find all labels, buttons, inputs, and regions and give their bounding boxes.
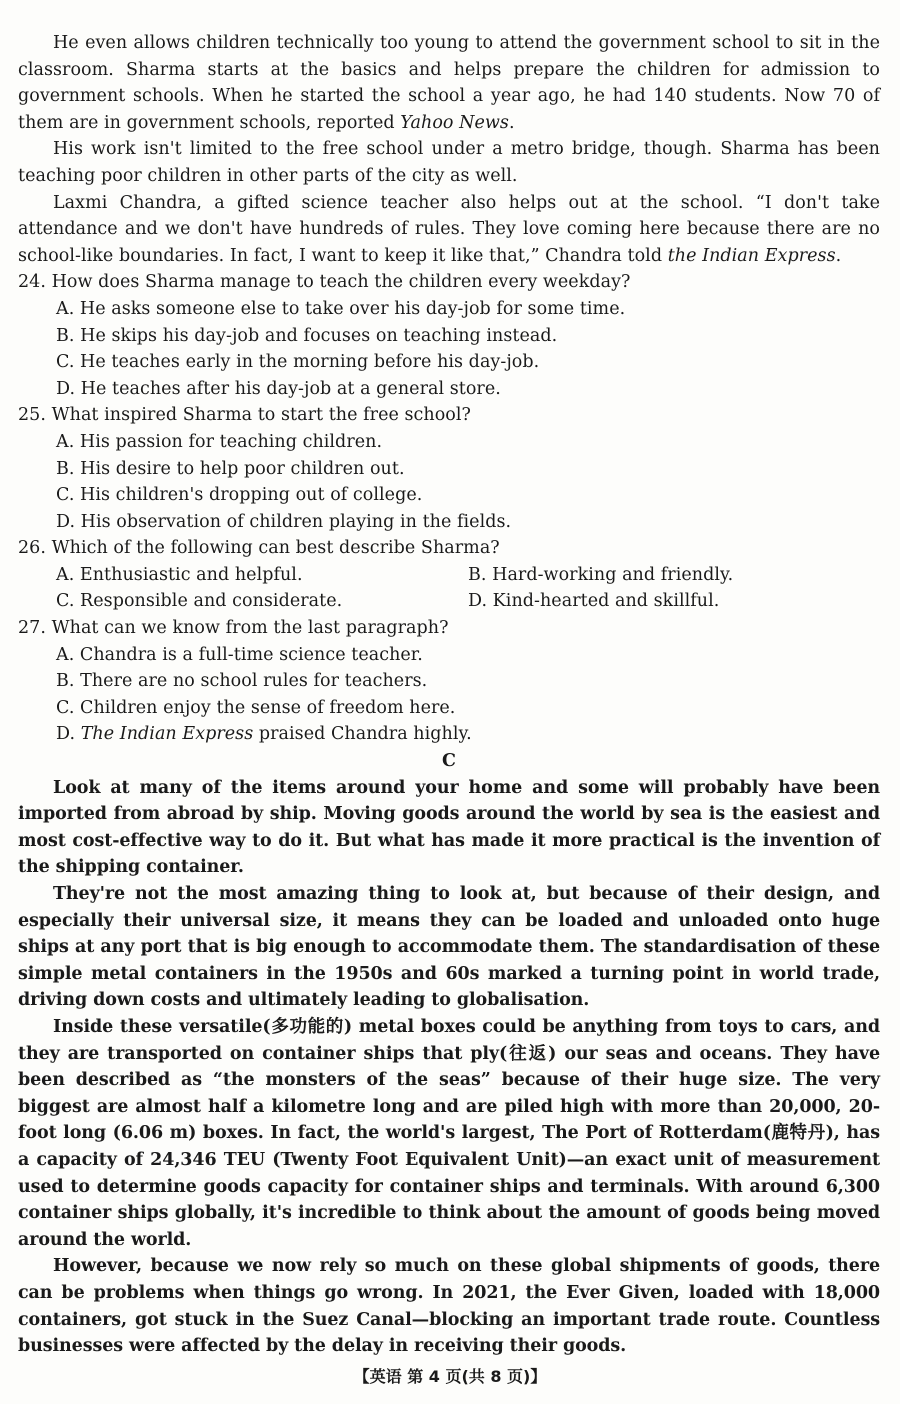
question-24-option-d: D. He teaches after his day-job at a general store.	[56, 378, 501, 399]
question-26-option-d: D. Kind-hearted and skillful.	[468, 591, 720, 612]
question-26-option-c: C. Responsible and considerate.	[56, 591, 343, 612]
source-yahoo-news: Yahoo News	[400, 112, 509, 133]
passage-paragraph: Laxmi Chandra, a gifted science teacher also helps out at the school. “I don't take attendance and we don't have hundreds of rules. They love coming here because there are no school-like boundaries. In fact, I want to keep it like that,” Chandra told the Indian Express.	[18, 192, 880, 266]
section-c-label: C	[442, 751, 456, 772]
question-24-option-b: B. He skips his day-job and focuses on teaching instead.	[56, 325, 558, 346]
question-26-stem: 26. Which of the following can best describe Sharma?	[18, 538, 500, 559]
passage-paragraph: He even allows children technically too young to attend the government school to sit in the classroom. Sharma starts at the basics and helps prepare the children for admission to government schools. When he started the school a year ago, he had 140 students. Now 70 of them are in government schools, reported Yahoo News.	[18, 33, 880, 133]
question-26-options-row-1	[18, 562, 880, 589]
question-26-option-b: B. Hard-working and friendly.	[468, 564, 734, 585]
section-c-paragraph: However, because we now rely so much on these global shipments of goods, there can be problems when things go wrong. In 2021, the Ever Given, loaded with 18,000 containers, got stuck in the Suez Canal—blocking an important trade route. Countless businesses were affected by the delay in receiving their goods.	[18, 1256, 880, 1357]
question-25-option-b: B. His desire to help poor children out.	[56, 458, 405, 479]
question-26-option-a: A. Enthusiastic and helpful.	[56, 564, 303, 585]
passage-paragraph: His work isn't limited to the free school under a metro bridge, though. Sharma has been teaching poor children in other parts of the city as well.	[18, 139, 880, 186]
question-25-option-c: C. His children's dropping out of college.	[56, 485, 423, 506]
source-indian-express: the Indian Express	[667, 245, 836, 266]
question-25-stem: 25. What inspired Sharma to start the free school?	[18, 405, 471, 426]
page-footer: 【英语 第 4 页(共 8 页)】	[353, 1367, 547, 1386]
question-25-option-a: A. His passion for teaching children.	[56, 431, 383, 452]
question-25-option-d: D. His observation of children playing in the fields.	[56, 511, 512, 532]
question-24-option-c: C. He teaches early in the morning before his day-job.	[56, 352, 540, 373]
question-26-options-row-2	[18, 588, 880, 615]
section-c-passage	[18, 775, 880, 1360]
question-24-option-a: A. He asks someone else to take over his day-job for some time.	[56, 298, 626, 319]
section-c-paragraph: They're not the most amazing thing to look at, but because of their design, and especially their universal size, it means they can be loaded and unloaded onto huge ships at any port that is big enough to accommodate them. The standardisation of these simple metal containers in the 1950s and 60s marked a turning point in world trade, driving down costs and ultimately leading to globalisation.	[18, 884, 880, 1011]
question-27-stem: 27. What can we know from the last paragraph?	[18, 618, 449, 639]
question-27-option-d: D. The Indian Express praised Chandra highly.	[56, 724, 472, 745]
question-27-option-c: C. Children enjoy the sense of freedom here.	[56, 697, 456, 718]
page-content	[18, 30, 880, 1360]
section-c-paragraph: Inside these versatile(多功能的) metal boxes could be anything from toys to cars, and they are transported on container ships that ply(往返) our seas and oceans. They have been described as “the monsters of the seas” because of their huge size. The very biggest are almost half a kilometre long and are piled high with more than 20,000, 20-foot long (6.06 m) boxes. In fact, the world's largest, The Port of Rotterdam(鹿特丹), has a capacity of 24,346 TEU (Twenty Foot Equivalent Unit)—an exact unit of measurement used to determine goods capacity for container ships and terminals. With around 6,300 container ships globally, it's incredible to think about the amount of goods being moved around the world.	[18, 1016, 880, 1250]
question-27-option-a: A. Chandra is a full-time science teacher.	[56, 644, 423, 665]
section-c-paragraph: Look at many of the items around your home and some will probably have been imported from abroad by ship. Moving goods around the world by sea is the easiest and most cost-effective way to do it. But what has made it more practical is the invention of the shipping container.	[18, 777, 880, 878]
question-27-option-b: B. There are no school rules for teachers.	[56, 671, 428, 692]
question-24-stem: 24. How does Sharma manage to teach the children every weekday?	[18, 272, 631, 293]
